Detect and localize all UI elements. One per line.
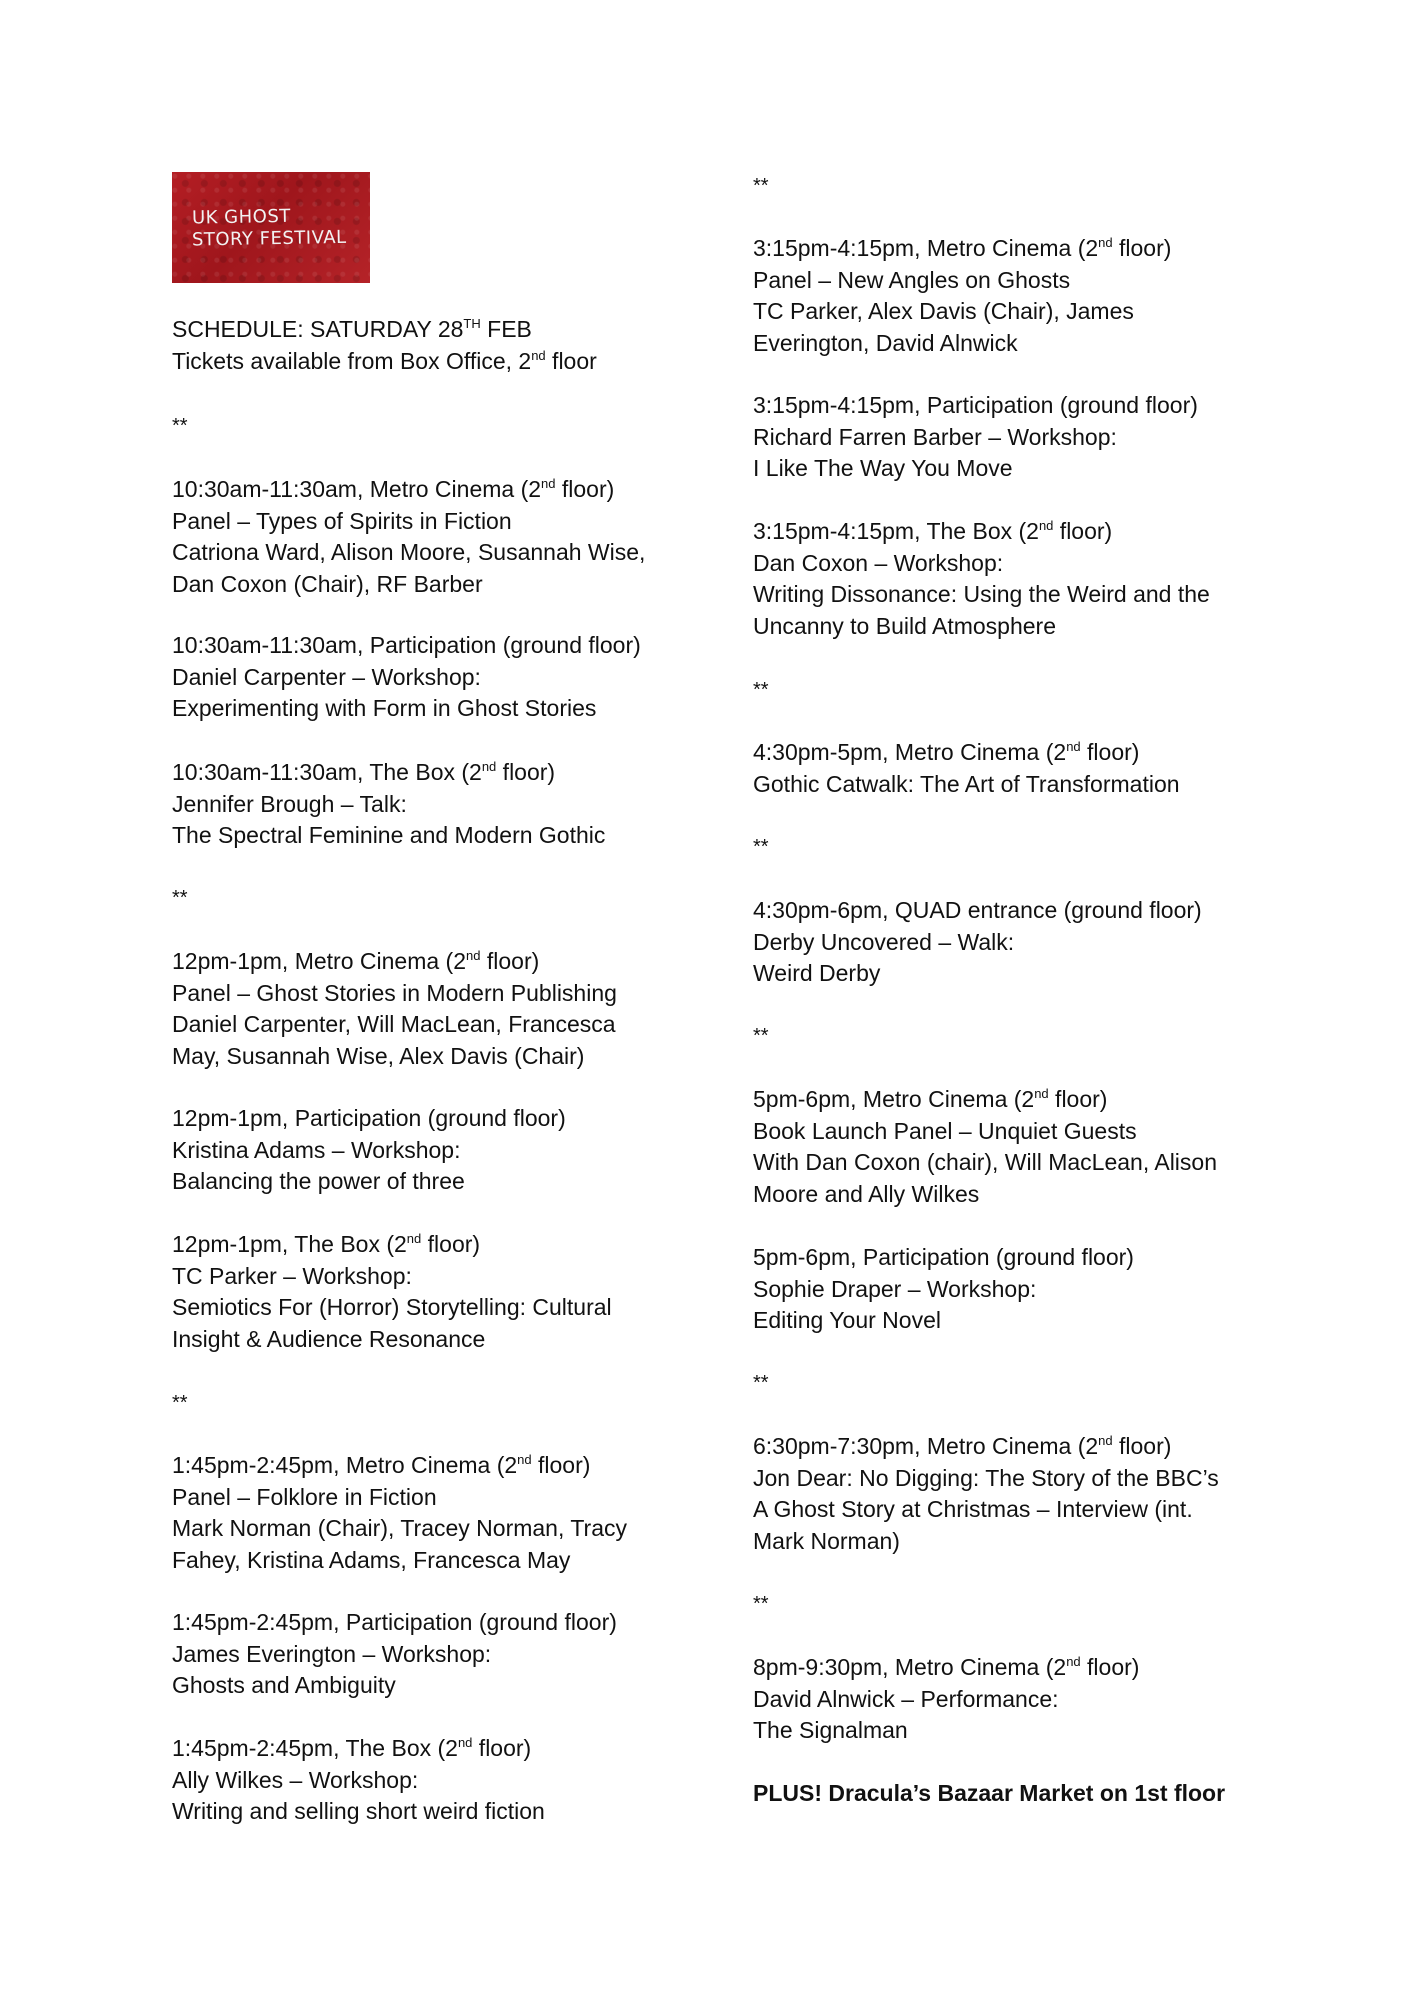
event-time-venue: 12pm-1pm, The Box (2nd floor) [172, 1231, 481, 1257]
event-title: Book Launch Panel – Unquiet Guests [753, 1117, 1137, 1144]
separator: ** [753, 836, 769, 858]
event-entry [753, 1242, 1313, 1337]
event-detail-line: With Dan Coxon (chair), Will MacLean, Alison [753, 1149, 1217, 1176]
event-time-venue: 3:15pm-4:15pm, Participation (ground floor) [753, 392, 1198, 418]
event-detail-line: Writing Dissonance: Using the Weird and the [753, 581, 1210, 608]
event-detail-line: Insight & Audience Resonance [172, 1326, 486, 1353]
event-detail-line: Dan Coxon (Chair), RF Barber [172, 571, 483, 598]
logo-text-line-2: STORY FESTIVAL [191, 226, 347, 251]
event-entry [172, 630, 732, 725]
market-note: PLUS! Dracula’s Bazaar Market on 1st floor [753, 1780, 1226, 1806]
event-detail-line: Editing Your Novel [753, 1307, 941, 1334]
event-title: Panel – Types of Spirits in Fiction [172, 507, 512, 534]
event-detail-line: I Like The Way You Move [753, 455, 1013, 482]
event-time-venue: 10:30am-11:30am, The Box (2nd floor) [172, 759, 556, 785]
event-entry [753, 895, 1313, 990]
event-detail-line: Uncanny to Build Atmosphere [753, 613, 1057, 640]
event-entry [172, 946, 732, 1073]
logo-text-line-1: UK GHOST [191, 205, 291, 229]
event-time-venue: 3:15pm-4:15pm, The Box (2nd floor) [753, 518, 1113, 544]
event-time-venue: 3:15pm-4:15pm, Metro Cinema (2nd floor) [753, 235, 1172, 261]
event-detail-line: The Signalman [753, 1717, 908, 1744]
event-detail-line: Daniel Carpenter, Will MacLean, Francesca [172, 1011, 616, 1038]
event-time-venue: 1:45pm-2:45pm, Metro Cinema (2nd floor) [172, 1452, 591, 1478]
separator: ** [753, 679, 769, 701]
event-detail-line: TC Parker, Alex Davis (Chair), James [753, 298, 1134, 325]
festival-logo [172, 172, 370, 283]
event-title: Sophie Draper – Workshop: [753, 1275, 1037, 1302]
separator: ** [753, 1025, 769, 1047]
separator: ** [753, 175, 769, 197]
event-time-venue: 1:45pm-2:45pm, Participation (ground floor) [172, 1609, 617, 1635]
event-title: David Alnwick – Performance: [753, 1685, 1059, 1712]
event-entry [172, 1103, 732, 1198]
event-title: Panel – Folklore in Fiction [172, 1483, 437, 1510]
separator: ** [172, 1392, 188, 1414]
event-entry [172, 1733, 732, 1828]
event-title: Kristina Adams – Workshop: [172, 1136, 461, 1163]
event-time-venue: 4:30pm-5pm, Metro Cinema (2nd floor) [753, 739, 1140, 765]
event-time-venue: 12pm-1pm, Participation (ground floor) [172, 1105, 566, 1131]
event-title: Richard Farren Barber – Workshop: [753, 423, 1117, 450]
event-title: Ally Wilkes – Workshop: [172, 1766, 419, 1793]
event-title: James Everington – Workshop: [172, 1640, 492, 1667]
event-detail-line: Catriona Ward, Alison Moore, Susannah Wise, [172, 539, 646, 566]
event-detail-line: The Spectral Feminine and Modern Gothic [172, 822, 606, 849]
event-title: Daniel Carpenter – Workshop: [172, 663, 481, 690]
event-entry [753, 1431, 1313, 1558]
event-entry [753, 390, 1313, 485]
event-title: Panel – Ghost Stories in Modern Publishing [172, 979, 617, 1006]
event-entry [753, 233, 1313, 360]
event-detail-line: Ghosts and Ambiguity [172, 1672, 396, 1699]
event-detail-line: Mark Norman) [753, 1528, 900, 1555]
event-time-venue: 4:30pm-6pm, QUAD entrance (ground floor) [753, 897, 1202, 923]
event-title: TC Parker – Workshop: [172, 1262, 412, 1289]
event-entry [172, 1607, 732, 1702]
event-detail-line: Weird Derby [753, 960, 881, 987]
event-detail-line: Experimenting with Form in Ghost Stories [172, 695, 597, 722]
event-detail-line: Everington, David Alnwick [753, 330, 1018, 357]
event-detail-line: Balancing the power of three [172, 1168, 465, 1195]
event-entry [172, 1229, 732, 1356]
separator: ** [753, 1593, 769, 1615]
separator: ** [753, 1372, 769, 1394]
event-entry [753, 516, 1313, 643]
event-detail-line: Fahey, Kristina Adams, Francesca May [172, 1547, 571, 1574]
schedule-header [172, 314, 732, 377]
event-entry [753, 1084, 1313, 1211]
event-entry [172, 474, 732, 601]
event-time-venue: 5pm-6pm, Metro Cinema (2nd floor) [753, 1086, 1108, 1112]
event-time-venue: 8pm-9:30pm, Metro Cinema (2nd floor) [753, 1654, 1140, 1680]
event-title: Jennifer Brough – Talk: [172, 790, 407, 817]
event-title: Gothic Catwalk: The Art of Transformation [753, 770, 1180, 797]
event-entry [172, 757, 732, 852]
event-detail-line: May, Susannah Wise, Alex Davis (Chair) [172, 1043, 585, 1070]
event-title: Dan Coxon – Workshop: [753, 549, 1004, 576]
separator: ** [172, 415, 188, 437]
event-time-venue: 10:30am-11:30am, Metro Cinema (2nd floor) [172, 476, 615, 502]
event-time-venue: 1:45pm-2:45pm, The Box (2nd floor) [172, 1735, 532, 1761]
event-entry [172, 1450, 732, 1577]
event-time-venue: 6:30pm-7:30pm, Metro Cinema (2nd floor) [753, 1433, 1172, 1459]
event-detail-line: Writing and selling short weird fiction [172, 1798, 545, 1825]
event-detail-line: Semiotics For (Horror) Storytelling: Cultural [172, 1294, 612, 1321]
event-title: Derby Uncovered – Walk: [753, 928, 1015, 955]
tickets-note: Tickets available from Box Office, 2nd floor [172, 347, 597, 374]
event-time-venue: 12pm-1pm, Metro Cinema (2nd floor) [172, 948, 540, 974]
event-detail-line: Moore and Ally Wilkes [753, 1181, 980, 1208]
separator: ** [172, 887, 188, 909]
event-entry [753, 737, 1313, 800]
event-time-venue: 5pm-6pm, Participation (ground floor) [753, 1244, 1134, 1270]
schedule-title: SCHEDULE: SATURDAY 28TH FEB [172, 316, 532, 342]
event-detail-line: A Ghost Story at Christmas – Interview (int. [753, 1496, 1193, 1523]
event-title: Jon Dear: No Digging: The Story of the BBC’s [753, 1464, 1219, 1491]
event-entry [753, 1652, 1313, 1747]
event-time-venue: 10:30am-11:30am, Participation (ground floor) [172, 632, 641, 658]
event-title: Panel – New Angles on Ghosts [753, 266, 1071, 293]
event-detail-line: Mark Norman (Chair), Tracey Norman, Tracy [172, 1515, 627, 1542]
